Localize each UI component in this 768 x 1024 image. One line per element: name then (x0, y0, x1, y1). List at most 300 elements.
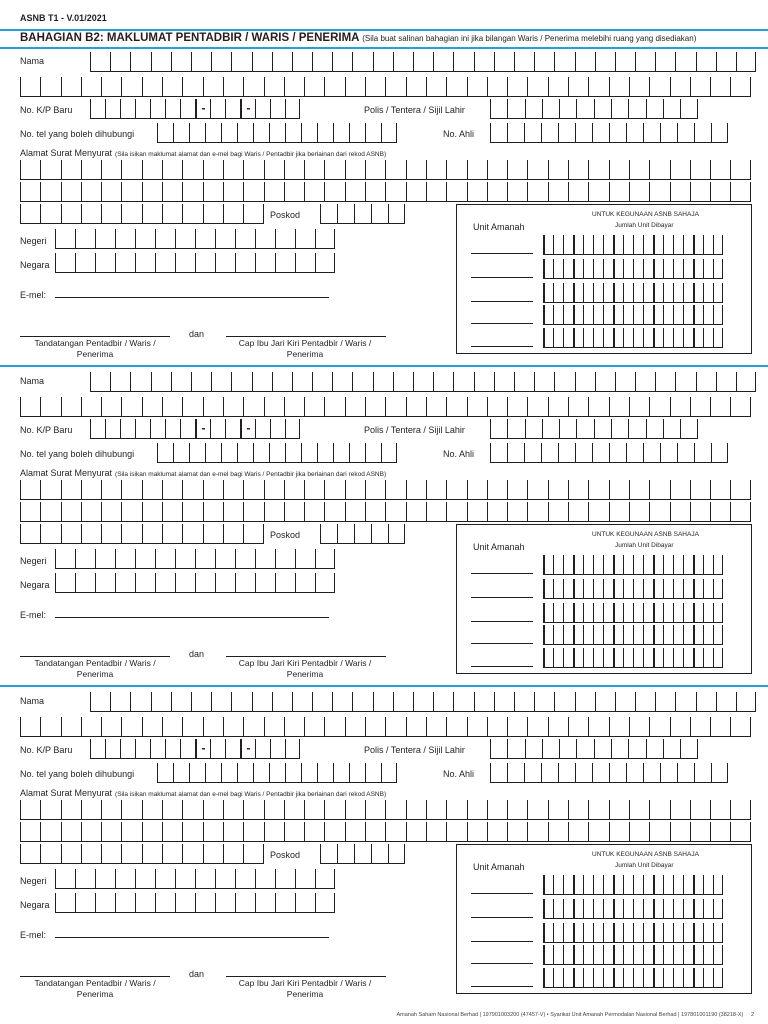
input-cell[interactable] (474, 692, 494, 712)
input-cell[interactable] (231, 692, 251, 712)
input-cell[interactable] (568, 822, 588, 842)
input-cell[interactable] (101, 844, 121, 864)
input-cell[interactable] (527, 717, 547, 737)
unit-amanah-line[interactable] (471, 917, 533, 918)
input-cell[interactable] (95, 869, 115, 889)
input-cell[interactable] (487, 800, 507, 820)
input-cell[interactable]: - (240, 99, 255, 119)
input-cell[interactable] (180, 739, 195, 759)
input-cell[interactable] (255, 893, 275, 913)
input-cell[interactable] (332, 692, 352, 712)
input-cell[interactable] (121, 844, 141, 864)
input-cell[interactable] (101, 800, 121, 820)
amount-cell[interactable] (713, 968, 723, 988)
amount-cell[interactable] (633, 945, 643, 965)
input-cell[interactable] (90, 692, 110, 712)
amount-boxes[interactable] (543, 875, 723, 895)
amount-cell[interactable] (633, 899, 643, 919)
input-cell[interactable] (525, 739, 542, 759)
input-cell[interactable] (135, 739, 150, 759)
amount-cell[interactable] (633, 923, 643, 943)
input-cell[interactable] (115, 893, 135, 913)
input-cell[interactable] (252, 692, 272, 712)
amount-cell[interactable] (683, 875, 693, 895)
input-cell[interactable] (680, 739, 697, 759)
nama-row-1[interactable] (90, 692, 756, 712)
unit-amanah-line[interactable] (471, 963, 533, 964)
input-cell[interactable] (223, 717, 243, 737)
input-cell[interactable] (514, 692, 534, 712)
input-cell[interactable] (255, 869, 275, 889)
input-cell[interactable] (629, 717, 649, 737)
input-cell[interactable] (275, 893, 295, 913)
amount-cell[interactable] (663, 923, 673, 943)
input-cell[interactable] (175, 893, 195, 913)
input-cell[interactable] (142, 800, 162, 820)
input-cell[interactable] (730, 800, 750, 820)
amount-cell[interactable] (713, 923, 723, 943)
amount-cell[interactable] (603, 945, 613, 965)
input-cell[interactable] (223, 844, 243, 864)
amount-cell[interactable] (613, 945, 623, 965)
input-cell[interactable] (716, 692, 736, 712)
amount-cell[interactable] (623, 899, 633, 919)
input-cell[interactable] (162, 717, 182, 737)
input-cell[interactable] (81, 822, 101, 842)
input-cell[interactable] (95, 893, 115, 913)
input-cell[interactable] (446, 717, 466, 737)
input-cell[interactable] (490, 739, 507, 759)
input-cell[interactable] (677, 763, 694, 783)
input-cell[interactable] (426, 717, 446, 737)
amount-cell[interactable] (633, 968, 643, 988)
input-cell[interactable] (576, 739, 593, 759)
input-cell[interactable] (182, 844, 202, 864)
input-cell[interactable] (696, 692, 716, 712)
input-cell[interactable] (182, 717, 202, 737)
input-cell[interactable] (433, 692, 453, 712)
input-cell[interactable] (203, 844, 223, 864)
input-cell[interactable] (272, 692, 292, 712)
amount-boxes[interactable] (543, 945, 723, 965)
input-cell[interactable] (690, 822, 710, 842)
input-cell[interactable]: - (195, 419, 210, 439)
amount-cell[interactable] (693, 945, 703, 965)
input-cell[interactable] (524, 763, 541, 783)
input-cell[interactable] (243, 717, 263, 737)
amount-cell[interactable] (583, 945, 593, 965)
input-cell[interactable] (243, 800, 263, 820)
input-cell[interactable] (142, 822, 162, 842)
input-cell[interactable] (135, 869, 155, 889)
amount-cell[interactable] (613, 923, 623, 943)
input-cell[interactable] (670, 800, 690, 820)
input-cell[interactable] (203, 800, 223, 820)
input-cell[interactable] (467, 800, 487, 820)
input-cell[interactable]: - (240, 419, 255, 439)
input-cell[interactable] (284, 822, 304, 842)
input-cell[interactable] (284, 717, 304, 737)
amount-cell[interactable] (543, 945, 553, 965)
input-cell[interactable] (237, 763, 253, 783)
amount-cell[interactable] (603, 923, 613, 943)
amount-cell[interactable] (623, 923, 633, 943)
amount-cell[interactable] (543, 923, 553, 943)
input-cell[interactable] (301, 763, 317, 783)
input-cell[interactable] (324, 800, 344, 820)
amount-cell[interactable] (663, 945, 673, 965)
amount-cell[interactable] (703, 899, 713, 919)
input-cell[interactable] (554, 692, 574, 712)
input-cell[interactable] (223, 800, 243, 820)
amount-cell[interactable] (583, 875, 593, 895)
input-cell[interactable] (120, 739, 135, 759)
input-cell[interactable] (151, 692, 171, 712)
input-cell[interactable] (487, 717, 507, 737)
amount-cell[interactable] (573, 923, 583, 943)
input-cell[interactable] (253, 763, 269, 783)
input-cell[interactable] (155, 869, 175, 889)
amount-cell[interactable] (623, 875, 633, 895)
input-cell[interactable] (295, 893, 315, 913)
tel-boxes[interactable] (157, 763, 397, 783)
amount-cell[interactable] (583, 899, 593, 919)
amount-cell[interactable] (543, 899, 553, 919)
input-cell[interactable] (292, 692, 312, 712)
input-cell[interactable] (548, 717, 568, 737)
input-cell[interactable] (215, 869, 235, 889)
input-cell[interactable] (101, 822, 121, 842)
amount-cell[interactable] (563, 923, 573, 943)
amount-cell[interactable] (703, 968, 713, 988)
input-cell[interactable] (81, 800, 101, 820)
input-cell[interactable] (406, 800, 426, 820)
input-cell[interactable] (81, 844, 101, 864)
amount-cell[interactable] (663, 899, 673, 919)
input-cell[interactable] (542, 739, 559, 759)
alamat-row-2[interactable] (20, 822, 751, 842)
input-cell[interactable] (385, 800, 405, 820)
alamat-row-1[interactable] (20, 800, 751, 820)
amount-cell[interactable] (623, 968, 633, 988)
input-cell[interactable] (225, 739, 240, 759)
input-cell[interactable] (295, 869, 315, 889)
amount-cell[interactable] (653, 875, 663, 895)
amount-cell[interactable] (603, 875, 613, 895)
input-cell[interactable] (675, 692, 695, 712)
amount-cell[interactable] (683, 899, 693, 919)
input-cell[interactable] (541, 763, 558, 783)
poskod-boxes[interactable] (320, 844, 405, 864)
input-cell[interactable] (365, 822, 385, 842)
input-cell[interactable] (304, 822, 324, 842)
amount-cell[interactable] (543, 875, 553, 895)
input-cell[interactable] (507, 739, 524, 759)
input-cell[interactable] (235, 893, 255, 913)
input-cell[interactable] (150, 739, 165, 759)
input-cell[interactable] (629, 800, 649, 820)
input-cell[interactable] (171, 692, 191, 712)
input-cell[interactable] (629, 822, 649, 842)
input-cell[interactable] (337, 844, 354, 864)
input-cell[interactable] (548, 800, 568, 820)
input-cell[interactable]: - (240, 739, 255, 759)
amount-cell[interactable] (703, 923, 713, 943)
input-cell[interactable] (142, 844, 162, 864)
ahli-boxes[interactable] (490, 763, 728, 783)
amount-cell[interactable] (703, 945, 713, 965)
input-cell[interactable] (162, 844, 182, 864)
input-cell[interactable] (40, 717, 60, 737)
input-cell[interactable] (195, 893, 215, 913)
input-cell[interactable] (40, 844, 60, 864)
input-cell[interactable] (575, 763, 592, 783)
input-cell[interactable] (285, 739, 300, 759)
input-cell[interactable] (105, 739, 120, 759)
amount-cell[interactable] (653, 899, 663, 919)
input-cell[interactable] (609, 822, 629, 842)
input-cell[interactable] (315, 893, 335, 913)
polis-boxes[interactable] (490, 739, 698, 759)
amount-cell[interactable] (713, 875, 723, 895)
input-cell[interactable] (61, 800, 81, 820)
input-cell[interactable] (121, 822, 141, 842)
input-cell[interactable] (255, 739, 270, 759)
input-cell[interactable] (61, 717, 81, 737)
amount-cell[interactable] (593, 899, 603, 919)
amount-cell[interactable] (643, 899, 653, 919)
input-cell[interactable] (275, 869, 295, 889)
negara-boxes[interactable] (55, 893, 335, 913)
input-cell[interactable] (426, 800, 446, 820)
input-cell[interactable] (121, 717, 141, 737)
input-cell[interactable] (203, 717, 223, 737)
amount-cell[interactable] (673, 945, 683, 965)
unit-amanah-line[interactable] (471, 893, 533, 894)
amount-cell[interactable] (553, 923, 563, 943)
input-cell[interactable] (165, 739, 180, 759)
unit-amanah-line[interactable] (471, 986, 533, 987)
input-cell[interactable] (135, 893, 155, 913)
input-cell[interactable] (182, 800, 202, 820)
input-cell[interactable] (317, 763, 333, 783)
input-cell[interactable] (195, 869, 215, 889)
input-cell[interactable] (203, 822, 223, 842)
input-cell[interactable] (507, 822, 527, 842)
input-cell[interactable] (381, 763, 397, 783)
input-cell[interactable] (446, 822, 466, 842)
input-cell[interactable] (527, 800, 547, 820)
input-cell[interactable] (243, 844, 263, 864)
input-cell[interactable] (730, 717, 750, 737)
input-cell[interactable] (609, 717, 629, 737)
amount-cell[interactable] (573, 968, 583, 988)
input-cell[interactable] (736, 692, 756, 712)
input-cell[interactable] (304, 717, 324, 737)
input-cell[interactable] (333, 763, 349, 783)
input-cell[interactable] (649, 800, 669, 820)
input-cell[interactable] (264, 800, 284, 820)
amount-cell[interactable] (663, 968, 673, 988)
negeri-boxes[interactable] (55, 869, 335, 889)
input-cell[interactable] (594, 739, 611, 759)
amount-boxes[interactable] (543, 899, 723, 919)
amount-cell[interactable] (683, 945, 693, 965)
input-cell[interactable] (269, 763, 285, 783)
amount-cell[interactable] (603, 968, 613, 988)
amount-cell[interactable] (613, 899, 623, 919)
amount-cell[interactable] (603, 899, 613, 919)
amount-cell[interactable] (673, 899, 683, 919)
amount-cell[interactable] (633, 875, 643, 895)
input-cell[interactable] (494, 692, 514, 712)
input-cell[interactable] (365, 717, 385, 737)
input-cell[interactable] (115, 869, 135, 889)
input-cell[interactable] (352, 692, 372, 712)
input-cell[interactable] (467, 717, 487, 737)
amount-cell[interactable] (643, 968, 653, 988)
amount-cell[interactable] (553, 899, 563, 919)
input-cell[interactable] (507, 763, 524, 783)
input-cell[interactable] (90, 739, 105, 759)
input-cell[interactable] (345, 822, 365, 842)
amount-cell[interactable] (683, 968, 693, 988)
amount-cell[interactable] (563, 945, 573, 965)
amount-cell[interactable] (643, 923, 653, 943)
input-cell[interactable] (324, 822, 344, 842)
input-cell[interactable] (345, 717, 365, 737)
input-cell[interactable] (710, 800, 730, 820)
input-cell[interactable] (285, 763, 301, 783)
signature-line[interactable] (20, 976, 170, 977)
input-cell[interactable] (730, 822, 750, 842)
amount-cell[interactable] (643, 875, 653, 895)
input-cell[interactable] (592, 763, 609, 783)
input-cell[interactable] (615, 692, 635, 712)
input-cell[interactable] (453, 692, 473, 712)
amount-cell[interactable] (593, 923, 603, 943)
input-cell[interactable] (349, 763, 365, 783)
input-cell[interactable] (385, 717, 405, 737)
amount-cell[interactable] (593, 945, 603, 965)
input-cell[interactable] (507, 717, 527, 737)
input-cell[interactable] (371, 844, 388, 864)
input-cell[interactable] (191, 692, 211, 712)
input-cell[interactable] (101, 717, 121, 737)
amount-cell[interactable] (613, 968, 623, 988)
input-cell[interactable] (211, 692, 231, 712)
amount-cell[interactable] (713, 899, 723, 919)
amount-cell[interactable] (613, 875, 623, 895)
input-cell[interactable] (649, 822, 669, 842)
amount-cell[interactable] (653, 968, 663, 988)
input-cell[interactable] (75, 893, 95, 913)
amount-cell[interactable] (673, 968, 683, 988)
amount-cell[interactable] (623, 945, 633, 965)
input-cell[interactable] (710, 717, 730, 737)
input-cell[interactable] (446, 800, 466, 820)
input-cell[interactable] (609, 800, 629, 820)
input-cell[interactable] (655, 692, 675, 712)
input-cell[interactable] (157, 763, 173, 783)
amount-cell[interactable] (693, 875, 703, 895)
amount-cell[interactable] (703, 875, 713, 895)
input-cell[interactable] (588, 822, 608, 842)
input-cell[interactable] (690, 717, 710, 737)
kp-boxes[interactable] (90, 739, 300, 759)
input-cell[interactable] (711, 763, 728, 783)
input-cell[interactable] (121, 800, 141, 820)
amount-cell[interactable] (653, 945, 663, 965)
nama-row-2[interactable] (20, 717, 751, 737)
amount-cell[interactable] (653, 923, 663, 943)
input-cell[interactable] (235, 869, 255, 889)
input-cell[interactable] (162, 822, 182, 842)
input-cell[interactable] (40, 800, 60, 820)
input-cell[interactable] (205, 763, 221, 783)
input-cell[interactable] (507, 800, 527, 820)
amount-cell[interactable] (573, 875, 583, 895)
input-cell[interactable] (20, 800, 40, 820)
amount-cell[interactable] (643, 945, 653, 965)
input-cell[interactable] (559, 739, 576, 759)
amount-cell[interactable] (543, 968, 553, 988)
input-cell[interactable] (210, 739, 225, 759)
input-cell[interactable]: - (195, 739, 210, 759)
input-cell[interactable] (588, 717, 608, 737)
input-cell[interactable] (264, 822, 284, 842)
input-cell[interactable] (568, 717, 588, 737)
input-cell[interactable] (312, 692, 332, 712)
input-cell[interactable] (548, 822, 568, 842)
input-cell[interactable] (628, 739, 645, 759)
amount-cell[interactable] (563, 968, 573, 988)
amount-boxes[interactable] (543, 968, 723, 988)
emel-line[interactable] (55, 937, 329, 938)
input-cell[interactable] (110, 692, 130, 712)
unit-amanah-line[interactable] (471, 941, 533, 942)
input-cell[interactable] (284, 800, 304, 820)
amount-cell[interactable] (713, 945, 723, 965)
input-cell[interactable] (320, 844, 337, 864)
input-cell[interactable] (595, 692, 615, 712)
input-cell[interactable] (373, 692, 393, 712)
input-cell[interactable] (388, 844, 405, 864)
amount-cell[interactable] (583, 923, 593, 943)
input-cell[interactable] (243, 822, 263, 842)
input-cell[interactable] (75, 869, 95, 889)
amount-cell[interactable] (693, 923, 703, 943)
input-cell[interactable] (173, 763, 189, 783)
input-cell[interactable] (626, 763, 643, 783)
input-cell[interactable] (61, 844, 81, 864)
input-cell[interactable] (304, 800, 324, 820)
amount-cell[interactable] (663, 875, 673, 895)
input-cell[interactable] (182, 822, 202, 842)
input-cell[interactable]: - (195, 99, 210, 119)
input-cell[interactable] (270, 739, 285, 759)
input-cell[interactable] (670, 717, 690, 737)
input-cell[interactable] (365, 800, 385, 820)
amount-cell[interactable] (573, 945, 583, 965)
input-cell[interactable] (20, 717, 40, 737)
amount-cell[interactable] (593, 968, 603, 988)
amount-cell[interactable] (673, 875, 683, 895)
input-cell[interactable] (670, 822, 690, 842)
input-cell[interactable] (426, 822, 446, 842)
input-cell[interactable] (20, 844, 40, 864)
input-cell[interactable] (487, 822, 507, 842)
